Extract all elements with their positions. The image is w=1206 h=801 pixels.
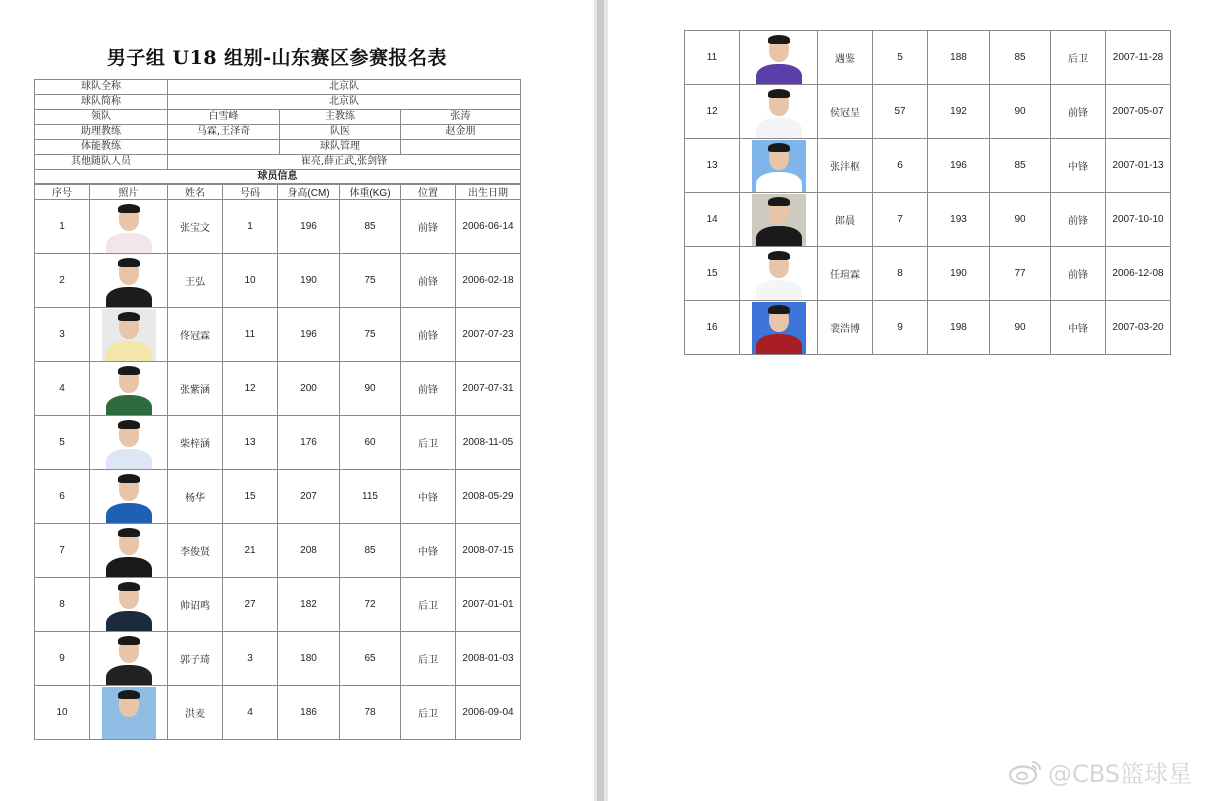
player-photo-cell <box>740 31 818 85</box>
player-name-cell: 洪麦 <box>168 686 223 740</box>
player-photo-cell <box>90 632 168 686</box>
asst-coach-label: 助理教练 <box>35 125 168 140</box>
player-number-cell: 10 <box>223 254 278 308</box>
player-dob-cell: 2007-01-13 <box>1106 139 1171 193</box>
player-table-page2 <box>684 30 1171 355</box>
player-weight-cell: 75 <box>340 308 401 362</box>
player-height-cell: 208 <box>278 524 340 578</box>
player-position-cell: 后卫 <box>401 578 456 632</box>
player-position-cell: 中锋 <box>401 524 456 578</box>
player-photo <box>102 525 156 577</box>
player-number-cell: 1 <box>223 200 278 254</box>
player-dob-cell: 2008-01-03 <box>456 632 521 686</box>
header-no: 序号 <box>35 184 90 200</box>
player-dob-cell: 2007-01-01 <box>456 578 521 632</box>
team-short-label: 球队简称 <box>35 95 168 110</box>
player-height-cell: 190 <box>278 254 340 308</box>
player-name-cell: 任瑄霖 <box>818 247 873 301</box>
player-height-cell: 190 <box>928 247 990 301</box>
player-photo <box>102 417 156 469</box>
player-height-cell: 200 <box>278 362 340 416</box>
player-dob-cell: 2007-11-28 <box>1106 31 1171 85</box>
document-title: 男子组 U18 组别-山东赛区参赛报名表 <box>106 47 448 69</box>
player-number-cell: 7 <box>873 193 928 247</box>
weibo-watermark <box>1008 754 1192 789</box>
player-weight-cell: 90 <box>340 362 401 416</box>
player-number-cell: 11 <box>223 308 278 362</box>
player-photo-cell <box>90 578 168 632</box>
player-name-cell: 郎晨 <box>818 193 873 247</box>
player-name-cell: 张紫涵 <box>168 362 223 416</box>
player-seq-cell: 11 <box>685 31 740 85</box>
player-photo-cell <box>90 200 168 254</box>
player-seq-cell: 3 <box>35 308 90 362</box>
staff-label: 其他随队人员 <box>35 155 168 170</box>
player-photo-cell <box>90 308 168 362</box>
player-seq-cell: 14 <box>685 193 740 247</box>
player-photo-cell <box>740 247 818 301</box>
manager-label: 球队管理 <box>280 140 401 155</box>
player-photo-cell <box>740 85 818 139</box>
player-number-cell: 57 <box>873 85 928 139</box>
player-photo-cell <box>740 139 818 193</box>
player-row <box>685 247 1171 301</box>
player-number-cell: 3 <box>223 632 278 686</box>
team-full-row <box>35 80 521 95</box>
header-dob: 出生日期 <box>456 184 521 200</box>
leader-value: 白雪峰 <box>168 110 280 125</box>
player-photo <box>752 32 806 84</box>
header-name: 姓名 <box>168 184 223 200</box>
player-row <box>35 308 521 362</box>
player-photo <box>102 633 156 685</box>
player-number-cell: 4 <box>223 686 278 740</box>
player-seq-cell: 8 <box>35 578 90 632</box>
doctor-label: 队医 <box>280 125 401 140</box>
player-number-cell: 5 <box>873 31 928 85</box>
header-number: 号码 <box>223 184 278 200</box>
player-photo-cell <box>90 254 168 308</box>
fitness-coach-value <box>168 140 280 155</box>
player-photo-cell <box>90 362 168 416</box>
player-height-cell: 196 <box>278 308 340 362</box>
player-name-cell: 遇鉴 <box>818 31 873 85</box>
player-weight-cell: 60 <box>340 416 401 470</box>
player-seq-cell: 12 <box>685 85 740 139</box>
player-dob-cell: 2006-02-18 <box>456 254 521 308</box>
player-height-cell: 186 <box>278 686 340 740</box>
player-position-cell: 后卫 <box>401 686 456 740</box>
player-photo-cell <box>90 470 168 524</box>
player-row <box>35 632 521 686</box>
player-position-cell: 前锋 <box>401 254 456 308</box>
player-dob-cell: 2006-06-14 <box>456 200 521 254</box>
player-row <box>685 193 1171 247</box>
player-photo <box>102 687 156 739</box>
player-number-cell: 8 <box>873 247 928 301</box>
player-row <box>35 416 521 470</box>
player-name-cell: 王弘 <box>168 254 223 308</box>
player-photo-cell <box>90 524 168 578</box>
player-dob-cell: 2007-03-20 <box>1106 301 1171 355</box>
player-weight-cell: 65 <box>340 632 401 686</box>
player-seq-cell: 13 <box>685 139 740 193</box>
player-photo-cell <box>90 686 168 740</box>
player-weight-cell: 77 <box>990 247 1051 301</box>
player-dob-cell: 2008-07-15 <box>456 524 521 578</box>
head-coach-value: 张涛 <box>401 110 521 125</box>
player-number-cell: 9 <box>873 301 928 355</box>
leader-row <box>35 110 521 125</box>
player-height-cell: 207 <box>278 470 340 524</box>
player-weight-cell: 90 <box>990 85 1051 139</box>
player-name-cell: 侯冠呈 <box>818 85 873 139</box>
player-dob-cell: 2007-07-31 <box>456 362 521 416</box>
player-height-cell: 188 <box>928 31 990 85</box>
player-position-cell: 前锋 <box>1051 85 1106 139</box>
player-row <box>35 254 521 308</box>
player-height-cell: 198 <box>928 301 990 355</box>
player-name-cell: 张沣枢 <box>818 139 873 193</box>
player-height-cell: 193 <box>928 193 990 247</box>
staff-row <box>35 155 521 170</box>
player-position-cell: 前锋 <box>401 200 456 254</box>
team-full-label: 球队全称 <box>35 80 168 95</box>
player-name-cell: 杨华 <box>168 470 223 524</box>
player-height-cell: 182 <box>278 578 340 632</box>
team-short-row <box>35 95 521 110</box>
player-table-page1 <box>34 183 521 740</box>
player-position-cell: 中锋 <box>1051 139 1106 193</box>
player-weight-cell: 90 <box>990 301 1051 355</box>
player-row <box>35 362 521 416</box>
leader-label: 领队 <box>35 110 168 125</box>
player-photo <box>102 309 156 361</box>
player-photo <box>752 140 806 192</box>
player-weight-cell: 90 <box>990 193 1051 247</box>
player-row <box>685 85 1171 139</box>
player-position-cell: 中锋 <box>401 470 456 524</box>
player-photo-cell <box>90 416 168 470</box>
player-info-section-title: 球员信息 <box>35 170 521 185</box>
player-number-cell: 27 <box>223 578 278 632</box>
player-number-cell: 12 <box>223 362 278 416</box>
player-seq-cell: 16 <box>685 301 740 355</box>
player-name-cell: 郭子琦 <box>168 632 223 686</box>
player-position-cell: 后卫 <box>401 416 456 470</box>
player-dob-cell: 2006-12-08 <box>1106 247 1171 301</box>
watermark-text: @CBS篮球星 <box>1047 760 1192 788</box>
player-name-cell: 李俊贤 <box>168 524 223 578</box>
player-number-cell: 6 <box>873 139 928 193</box>
player-row <box>35 524 521 578</box>
player-position-cell: 后卫 <box>401 632 456 686</box>
player-name-cell: 帅诏鸣 <box>168 578 223 632</box>
player-row <box>685 301 1171 355</box>
manager-value <box>401 140 521 155</box>
player-position-cell: 前锋 <box>401 308 456 362</box>
player-photo <box>102 201 156 253</box>
player-dob-cell: 2007-05-07 <box>1106 85 1171 139</box>
player-weight-cell: 78 <box>340 686 401 740</box>
player-dob-cell: 2006-09-04 <box>456 686 521 740</box>
player-weight-cell: 75 <box>340 254 401 308</box>
player-photo-cell <box>740 193 818 247</box>
player-row <box>35 578 521 632</box>
player-seq-cell: 4 <box>35 362 90 416</box>
player-number-cell: 15 <box>223 470 278 524</box>
player-weight-cell: 72 <box>340 578 401 632</box>
fitness-row <box>35 140 521 155</box>
document-page-left <box>0 0 594 801</box>
player-photo <box>752 302 806 354</box>
player-weight-cell: 85 <box>340 200 401 254</box>
assistant-row <box>35 125 521 140</box>
team-short-value: 北京队 <box>168 95 521 110</box>
doctor-value: 赵金朋 <box>401 125 521 140</box>
asst-coach-value: 马霖,王泽奇 <box>168 125 280 140</box>
player-row <box>685 139 1171 193</box>
player-photo <box>752 194 806 246</box>
player-seq-cell: 9 <box>35 632 90 686</box>
header-position: 位置 <box>401 184 456 200</box>
fitness-coach-label: 体能教练 <box>35 140 168 155</box>
player-position-cell: 前锋 <box>1051 247 1106 301</box>
player-weight-cell: 85 <box>340 524 401 578</box>
team-info-table <box>34 79 521 185</box>
player-height-cell: 196 <box>928 139 990 193</box>
player-weight-cell: 85 <box>990 31 1051 85</box>
player-row <box>685 31 1171 85</box>
player-photo <box>102 255 156 307</box>
player-photo <box>752 248 806 300</box>
player-row <box>35 200 521 254</box>
player-photo <box>752 86 806 138</box>
staff-value: 崔亮,薛正武,张剑锋 <box>168 155 521 170</box>
player-dob-cell: 2008-11-05 <box>456 416 521 470</box>
player-number-cell: 13 <box>223 416 278 470</box>
player-seq-cell: 5 <box>35 416 90 470</box>
player-seq-cell: 15 <box>685 247 740 301</box>
player-row <box>35 470 521 524</box>
player-name-cell: 裴浩博 <box>818 301 873 355</box>
player-seq-cell: 7 <box>35 524 90 578</box>
player-weight-cell: 85 <box>990 139 1051 193</box>
player-photo <box>102 579 156 631</box>
player-seq-cell: 2 <box>35 254 90 308</box>
player-height-cell: 176 <box>278 416 340 470</box>
player-seq-cell: 6 <box>35 470 90 524</box>
player-number-cell: 21 <box>223 524 278 578</box>
player-photo <box>102 471 156 523</box>
player-photo <box>102 363 156 415</box>
player-height-cell: 192 <box>928 85 990 139</box>
player-position-cell: 前锋 <box>401 362 456 416</box>
header-weight: 体重(KG) <box>340 184 401 200</box>
player-weight-cell: 115 <box>340 470 401 524</box>
player-table-header <box>35 184 521 200</box>
player-dob-cell: 2007-10-10 <box>1106 193 1171 247</box>
header-height: 身高(CM) <box>278 184 340 200</box>
player-seq-cell: 1 <box>35 200 90 254</box>
header-photo: 照片 <box>90 184 168 200</box>
player-name-cell: 张宝文 <box>168 200 223 254</box>
player-name-cell: 柴梓涵 <box>168 416 223 470</box>
player-height-cell: 196 <box>278 200 340 254</box>
weibo-logo-icon <box>1008 759 1042 785</box>
player-name-cell: 佟冠霖 <box>168 308 223 362</box>
player-height-cell: 180 <box>278 632 340 686</box>
player-dob-cell: 2008-05-29 <box>456 470 521 524</box>
player-row <box>35 686 521 740</box>
player-photo-cell <box>740 301 818 355</box>
player-dob-cell: 2007-07-23 <box>456 308 521 362</box>
page-divider <box>594 0 608 801</box>
player-position-cell: 前锋 <box>1051 193 1106 247</box>
head-coach-label: 主教练 <box>280 110 401 125</box>
player-seq-cell: 10 <box>35 686 90 740</box>
player-position-cell: 后卫 <box>1051 31 1106 85</box>
player-position-cell: 中锋 <box>1051 301 1106 355</box>
team-full-value: 北京队 <box>168 80 521 95</box>
